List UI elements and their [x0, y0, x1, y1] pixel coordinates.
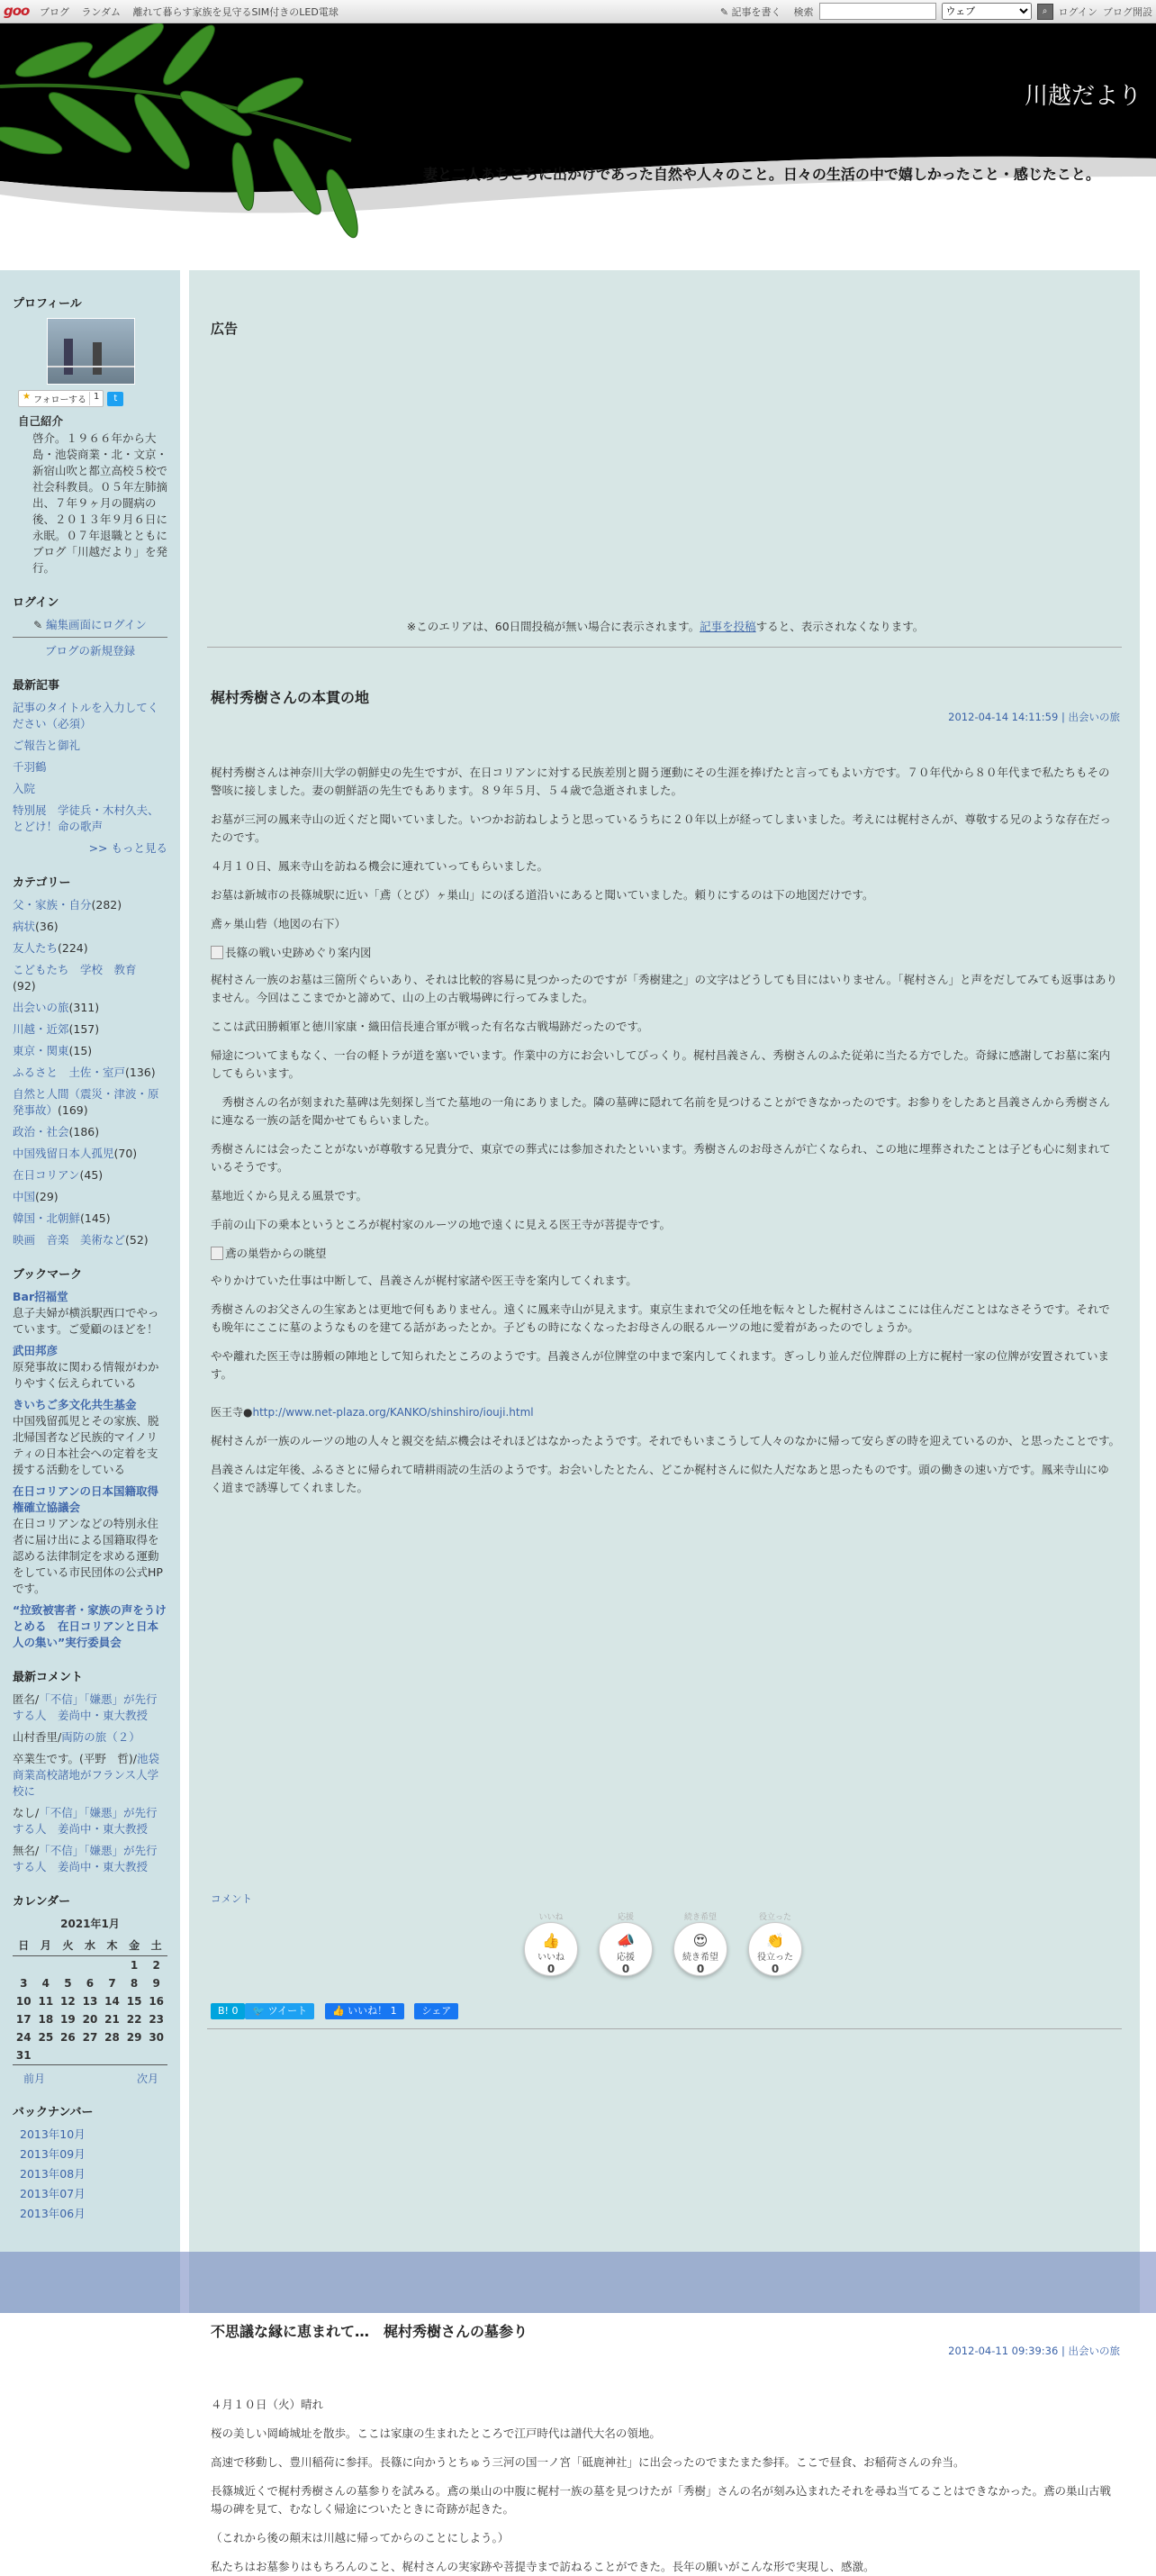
category-link[interactable]: こどもたち 学校 教育: [13, 963, 137, 976]
tweet-button[interactable]: [245, 2003, 314, 2019]
bookmark-desc: 在日コリアンなどの特別永住者に届け出による国籍取得を認める法律制定を求める運動をしている市民団体の公式HPです。: [13, 1517, 163, 1595]
reaction-like-button[interactable]: [524, 1913, 578, 1976]
category-link[interactable]: 病状: [13, 920, 36, 933]
reaction-count: 0: [696, 1963, 705, 1975]
day: 8: [130, 1977, 139, 1990]
follow-count: 1: [89, 392, 99, 405]
day: 14: [104, 1995, 120, 2008]
weekday: 火: [62, 1939, 74, 1952]
category-count: (157): [68, 1022, 100, 1036]
calendar-month: 2021年1月: [60, 1918, 120, 1930]
search-scope-select[interactable]: [942, 3, 1032, 20]
day: 15: [126, 1995, 142, 2008]
day: 6: [86, 1977, 95, 1990]
search-icon: ⌕: [1042, 5, 1048, 16]
post-meta[interactable]: 2012-04-11 09:39:36 | 出会いの旅: [948, 2345, 1120, 2357]
backnumber-link[interactable]: 2013年06月: [20, 2207, 86, 2220]
megaphone-icon: 📣: [617, 1932, 635, 1949]
calendar-table: [13, 1935, 167, 2065]
day: 10: [15, 1995, 32, 2008]
login-link[interactable]: ログイン: [1058, 5, 1097, 18]
category-count: (52): [125, 1233, 149, 1247]
pencil-icon: ✎: [719, 5, 729, 18]
weekday: 水: [84, 1939, 95, 1952]
post-body: [211, 2396, 1120, 2576]
comment-author: 卒業生です。(平野 哲)/: [13, 1752, 137, 1765]
backnumber-link[interactable]: 2013年09月: [20, 2147, 86, 2161]
post-paragraph: 昌義さんは定年後、ふるさとに帰られて晴耕雨読の生活のようです。お会いしたとたん、どこか梶村さんに似た人だなあと思ったものです。頭の働きの速い方です。鳳来寺山にゆく道まで誘導してくれました。: [211, 1463, 1109, 1494]
blog-header: [0, 23, 1156, 276]
day: 30: [149, 2031, 165, 2044]
day: 19: [60, 2013, 76, 2026]
day: 5: [64, 1977, 72, 1990]
sidebar: [0, 270, 180, 2313]
day: [13, 1956, 35, 1975]
pencil-icon: ✎: [33, 619, 43, 631]
facebook-like-button[interactable]: [325, 2003, 404, 2019]
recent-post-link[interactable]: 特別展 学徒兵・木村久夫、とどけ！命の歌声: [13, 803, 159, 833]
day: 3: [20, 1977, 28, 1990]
bookmark-link[interactable]: 在日コリアンの日本国籍取得権確立協議会: [13, 1484, 159, 1514]
post-paragraph: やや離れた医王寺は勝頼の陣地として知られたところのようです。昌義さんが位牌堂の中まで案内してくれます。ぎっしり並んだ位牌群の上方に梶村一家の位牌が安置されています。: [211, 1349, 1110, 1381]
day: 26: [60, 2031, 76, 2044]
day: 12: [60, 1995, 76, 2008]
like-icon: 👍: [331, 2005, 345, 2017]
comment-author: 無名/: [13, 1844, 40, 1857]
day: 24: [15, 2031, 32, 2044]
temple-url-link[interactable]: http://www.net-plaza.org/KANKO/shinshiro/iouji.html: [252, 1406, 534, 1419]
reaction-caption: いいね: [538, 1913, 564, 1922]
image-alt-text: 長篠の戦い史跡めぐり案内図: [225, 946, 372, 959]
toolbar-right: [720, 3, 1152, 20]
new-blog-link[interactable]: ブログの新規登録: [44, 644, 135, 658]
category-count: (311): [68, 1001, 100, 1014]
post-paragraph: 私たちはお墓参りはもちろんのこと、梶村さんの実家跡や菩提寺まで訪ねることができた。長年の願いがこんな形で実現し、感激。: [211, 2560, 875, 2573]
weekday: 月: [40, 1939, 51, 1952]
day: 16: [149, 1995, 165, 2008]
post-paragraph: [211, 1403, 1120, 1421]
category-link[interactable]: 映画 音楽 美術など: [13, 1233, 126, 1247]
ad-title-text: 広告: [211, 321, 239, 337]
ad-note-pre: ※このエリアは、60日間投稿が無い場合に表示されます。: [406, 620, 700, 633]
post-paragraph: 桜の美しい岡崎城址を散歩。ここは家康の生まれたところで江戸時代は譜代大名の領地。: [211, 2426, 661, 2440]
clap-icon: 👏: [766, 1932, 784, 1949]
weekday: 土: [150, 1939, 162, 1952]
bookmark-link[interactable]: 武田邦彦: [13, 1344, 59, 1357]
category-link[interactable]: 友人たち: [13, 941, 59, 955]
reaction-buttons: [524, 1913, 802, 1976]
day: 28: [104, 2031, 120, 2044]
reaction-more-button[interactable]: [673, 1913, 727, 1976]
start-blog-link[interactable]: ブログ開設: [1103, 5, 1152, 18]
day: [57, 1956, 79, 1975]
day: 11: [38, 1995, 54, 2008]
follow-row: [18, 390, 167, 407]
post-paragraph: お墓が三河の鳳来寺山の近くだと聞いていました。いつかお訪ねしようと思っているうちに２０年以上が経ってしまいました。考えには梶村さんが、尊敬する兄のような存在だったのです。: [211, 812, 1112, 844]
follow-label: フォローする: [32, 395, 86, 405]
backnumber-heading: バックナンバー: [13, 2106, 94, 2119]
comment-link[interactable]: [211, 1891, 1120, 1906]
divider: [207, 2028, 1122, 2029]
category-link[interactable]: 川越・近郊: [13, 1022, 69, 1036]
day: 7: [108, 1977, 116, 1990]
post-paragraph: 長篠城近くで梶村秀樹さんの墓参りを試みる。鳶の巣山の中腹に梶村一族の墓を見つけたが「秀樹」さんの名が刻み込まれたそれを尋ね当てることはできなかった。鳶の巣山古戦場の碑を見て、むなしく帰途についたときに奇跡が起きた。: [211, 2484, 1112, 2516]
post-paragraph: 梶村さん一族のお墓は三箇所ぐらいあり、それは比較的容易に見つかったのですが「秀樹建之」の文字はどうしても目にはいりません。「梶村さん」と声をだしてみても返事はありません。今回はここまでかと諦めて、山の上の古戦場碑に行ってみました。: [211, 973, 1118, 1004]
post-body: [211, 764, 1120, 1497]
post-paragraph: 高速で移動し、豊川稲荷に参拝。長篠に向かうとちゅう三河の国一ノ宮「砥鹿神社」に出会ったのでまたまた参拝。ここで昼食、お稲荷さんの弁当。: [211, 2455, 965, 2469]
category-link[interactable]: 在日コリアン: [13, 1168, 80, 1182]
backnumber-link[interactable]: 2013年08月: [20, 2167, 86, 2181]
post-title[interactable]: [211, 2320, 1120, 2341]
comment-author: なし/: [13, 1806, 40, 1819]
profile-heading: プロフィール: [13, 297, 82, 311]
twitter-icon: 🐦: [252, 2005, 266, 2017]
write-post-label: 記事を書く: [731, 5, 781, 18]
more-posts-link[interactable]: >> もっと見る: [88, 841, 167, 855]
profile-photo[interactable]: [47, 318, 135, 385]
bookmark-heading: ブックマーク: [13, 1268, 83, 1282]
calendar-heading: カレンダー: [13, 1895, 71, 1909]
comment-link-text: コメント: [211, 1892, 252, 1905]
tweet-label: ツイート: [267, 2005, 308, 2017]
nav-ad-link[interactable]: 離れて暮らす家族を見守るSIM付きのLED電球: [132, 6, 339, 18]
divider: [207, 647, 1122, 648]
write-post-link[interactable]: [720, 5, 781, 19]
ad-note-post: すると、表示されなくなります。: [755, 620, 925, 633]
toolbar-nav: [40, 5, 348, 19]
bookmark-desc: 中国残留孤児とその家族、脱北帰国者など民族的マイノリティの日本社会への定着を支援する活動をしている: [13, 1414, 159, 1476]
category-link[interactable]: 父・家族・自分: [13, 898, 92, 912]
search-label: 検索: [793, 5, 814, 18]
bookmark-list: [13, 1289, 167, 1651]
post-paragraph: 梶村さんが一族のルーツの地の人々と親交を結ぶ機会はそれほどはなかったようです。それでもいまこうして人々のなかに帰って安らぎの時を迎えているのか、と思ったことです。: [211, 1434, 1121, 1447]
comment-link[interactable]: 「不信」「嫌悪」が先行する人 姜尚中・東大教授: [13, 1844, 158, 1873]
goo-toolbar: [0, 0, 1156, 23]
category-link[interactable]: 中国: [13, 1190, 36, 1203]
category-count: (36): [35, 920, 59, 933]
post-title[interactable]: [211, 686, 1120, 707]
blog-tagline: 妻と二人あちこちに出かけであった自然や人々のこと。日々の生活の中で嬉しかったこと・感じたこと。: [423, 166, 1100, 183]
category-count: (224): [58, 941, 88, 955]
post-paragraph: 秀樹さんのお父さんの生家あとは更地で何もありません。遠くに鳳来寺山が見えます。東京生まれで父の任地を転々とした梶村さんはここには住んだことはなさそうです。それでも晩年にここに墓のようなものを建てる話があったとか。子どもの時になくなったお母さんの眠るルーツの地に愛着があったのでしょうか。: [211, 1302, 1110, 1334]
category-link[interactable]: 出会いの旅: [13, 1001, 69, 1014]
post-paragraph: やりかけていた仕事は中断して、昌義さんが梶村家諸や医王寺を案内してくれます。: [211, 1274, 637, 1287]
reaction-count: 0: [546, 1963, 555, 1975]
category-count: (92): [13, 979, 36, 993]
category-link[interactable]: 東京・関東: [13, 1044, 69, 1057]
image-alt-text: 鳶の巣砦からの眺望: [225, 1247, 327, 1260]
day: [35, 1956, 58, 1975]
ad-title: [211, 319, 1120, 338]
backnumber-list: [20, 2127, 167, 2222]
reaction-label: いいね: [537, 1953, 564, 1963]
day: 20: [82, 2013, 98, 2026]
nav-blog-link[interactable]: ブログ: [40, 6, 69, 18]
category-count: (29): [35, 1190, 59, 1203]
ad-post-link[interactable]: 記事を投稿: [700, 620, 756, 633]
backnumber-link[interactable]: 2013年07月: [20, 2187, 86, 2200]
post-title-text: 梶村秀樹さんの本貫の地: [211, 689, 370, 706]
day: 13: [82, 1995, 98, 2008]
post-image[interactable]: [211, 1245, 1120, 1261]
self-intro-heading: 自己紹介: [18, 414, 64, 428]
admin-login-link[interactable]: 編集画面にログイン: [46, 618, 147, 631]
category-list: [13, 897, 167, 1248]
day: 27: [82, 2031, 98, 2044]
day: 22: [126, 2013, 142, 2026]
day: 18: [38, 2013, 54, 2026]
category-count: (45): [79, 1168, 104, 1182]
post-paragraph: ４月１０日（火）晴れ: [211, 2398, 324, 2411]
category-count: (169): [58, 1103, 88, 1117]
bookmark-desc: 息子夫婦が横浜駅西口でやっています。ご愛顧のほどを！: [13, 1306, 159, 1336]
category-link[interactable]: 韓国・北朝鮮: [13, 1211, 81, 1225]
category-link[interactable]: 中国残留日本人孤児: [13, 1147, 114, 1160]
prev-month-link[interactable]: 前月: [23, 2073, 46, 2085]
reaction-label: 役立った: [757, 1953, 793, 1963]
post-paragraph: 秀樹さんには会ったことがないが尊敬する兄貴分で、東京での葬式には参加されたといいます。秀樹さんのお母さんが亡くなられ、この地に埋葬されたことは子ども心に刻まれているそうです。: [211, 1142, 1111, 1174]
day: 31: [15, 2049, 32, 2062]
post-paragraph: ここは武田勝頼軍と徳川家康・織田信長連合軍が戦った有名な古戦場跡だったのです。: [211, 1020, 649, 1033]
category-count: (186): [68, 1125, 100, 1138]
comment-link[interactable]: 「不信」「嫌悪」が先行する人 姜尚中・東大教授: [13, 1806, 158, 1836]
post-paragraph: ４月１０日、鳳来寺山を訪ねる機会に連れていってもらいました。: [211, 859, 549, 873]
header-artwork: [0, 23, 1156, 276]
category-count: (145): [80, 1211, 111, 1225]
broken-image-icon: [211, 946, 223, 959]
reaction-cheer-button[interactable]: [599, 1913, 653, 1976]
recent-posts-heading: 最新記事: [13, 679, 60, 693]
hatena-bookmark-button[interactable]: B! 0: [211, 2003, 245, 2019]
bookmark-link[interactable]: Bar招福堂: [13, 1290, 68, 1303]
blog-title[interactable]: 川越だより: [1024, 83, 1142, 110]
post-paragraph: （これから後の顛末は川越に帰ってからのことにしよう。）: [211, 2531, 510, 2544]
reaction-caption: 役立った: [758, 1913, 791, 1922]
like-label: いいね！ 1: [348, 2005, 397, 2017]
day: 1: [130, 1959, 139, 1972]
post-paragraph: お墓は新城市の長篠城駅に近い「鳶（とび）ヶ巣山」にのぼる道沿いにあると聞いていました。頼りにするのは下の地図だけです。: [211, 888, 874, 902]
category-count: (136): [125, 1066, 156, 1079]
weekday: 日: [18, 1939, 30, 1952]
day: [79, 1956, 102, 1975]
comment-author: 山村香里/: [13, 1730, 62, 1744]
facebook-share-button[interactable]: シェア: [414, 2003, 458, 2019]
broken-image-icon: [211, 1247, 223, 1260]
comment-author: 匿名/: [13, 1692, 40, 1706]
star-icon: ★: [23, 392, 31, 402]
category-link[interactable]: 自然と人間（震災・津波・原発事故）: [13, 1087, 159, 1117]
reaction-caption: 続き希望: [683, 1913, 717, 1922]
post-paragraph: 秀樹さんの名が刻まれた墓碑は先刻探し当てた墓地の一角にありました。隣の墓碑に隠れて名前を見つけることができなかったのです。お参りをしたあと昌義さんから秀樹さんに連なる一族の話を聞かせてもらいました。: [211, 1095, 1111, 1127]
backnumber-link[interactable]: 2013年10月: [20, 2127, 86, 2141]
post-paragraph: 手前の山下の乗本というところが梶村家のルーツの地で遠くに見える医王寺が菩提寺です。: [211, 1218, 672, 1231]
twitter-icon[interactable]: t: [107, 392, 123, 406]
day: 25: [38, 2031, 54, 2044]
temple-label: 医王寺●: [211, 1406, 253, 1419]
goo-logo[interactable]: goo: [4, 3, 30, 19]
follow-button[interactable]: [18, 390, 104, 407]
post-paragraph: 墓地近くから見える風景です。: [211, 1189, 368, 1202]
category-link[interactable]: 政治・社会: [13, 1125, 69, 1138]
reaction-label: 応援: [617, 1953, 635, 1963]
day: 23: [149, 2013, 165, 2026]
category-count: (282): [91, 898, 122, 912]
post-paragraph: 梶村秀樹さんは神奈川大学の朝鮮史の先生ですが、在日コリアンに対する民族差別と闘う運動にその生涯を捧げたと言ってもよい方です。７０年代から８０年代まで私たちもその警咳に接しました。妻の朝鮮語の先生でもあります。８９年５月、５４歳で急逝されました。: [211, 766, 1110, 797]
post-meta[interactable]: 2012-04-14 14:11:59 | 出会いの旅: [948, 711, 1120, 723]
reaction-label: 続き希望: [682, 1953, 718, 1963]
thumbs-up-icon: 👍: [542, 1932, 560, 1949]
comment-link[interactable]: 両防の旅（２）: [61, 1730, 140, 1744]
login-heading: ログイン: [13, 596, 59, 610]
day: 9: [152, 1977, 160, 1990]
comment-list: [13, 1692, 167, 1875]
recent-post-link[interactable]: 千羽鶴: [13, 760, 47, 774]
reaction-caption: 応援: [617, 1913, 634, 1922]
bottom-overlay: [0, 2252, 1156, 2313]
day: 2: [152, 1959, 160, 1972]
reaction-count: 0: [621, 1963, 630, 1975]
search-button[interactable]: [1037, 4, 1053, 20]
bookmark-link[interactable]: “拉致被害者・家族の声をうけとめる 在日コリアンと日本人の集い”実行委員会: [13, 1603, 167, 1649]
post-title-text: 不思議な縁に恵まれて… 梶村秀樹さんの墓参り: [211, 2323, 528, 2340]
login-row: [13, 617, 167, 638]
nav-random-link[interactable]: ランダム: [81, 6, 122, 18]
reaction-count: 0: [771, 1963, 780, 1975]
category-count: (70): [113, 1147, 138, 1160]
day: 21: [104, 2013, 120, 2026]
recent-post-link[interactable]: ご報告と御礼: [13, 739, 81, 752]
share-buttons: [211, 2003, 1120, 2019]
recent-post-link[interactable]: 記事のタイトルを入力してください（必須）: [13, 701, 159, 730]
ad-note: [211, 618, 1120, 634]
weekday: 金: [129, 1939, 140, 1952]
bookmark-desc: 原発事故に関わる情報がわかりやすく伝えられている: [13, 1360, 159, 1390]
reaction-helpful-button[interactable]: [748, 1913, 802, 1976]
next-month-link[interactable]: 次月: [136, 2073, 158, 2085]
search-input[interactable]: [819, 3, 936, 20]
post-paragraph: 帰途についてまもなく、一台の軽トラが道を塞いでいます。作業中の方にお会いしてびっくり。梶村昌義さん、秀樹さんのふた従弟に当たる方でした。奇縁に感謝してお墓に案内してもらいます。: [211, 1048, 1111, 1080]
comment-link[interactable]: 池袋商業高校諸地がフランス人学校に: [13, 1752, 159, 1798]
day: 29: [126, 2031, 142, 2044]
weekday: 木: [106, 1939, 118, 1952]
post-image[interactable]: [211, 944, 1120, 960]
comment-link[interactable]: 「不信」「嫌悪」が先行する人 姜尚中・東大教授: [13, 1692, 158, 1722]
day: [101, 1956, 123, 1975]
day: 17: [15, 2013, 32, 2026]
recent-comments-heading: 最新コメント: [13, 1671, 84, 1684]
post-paragraph: 鳶ヶ巣山砦（地図の右下）: [211, 917, 347, 930]
bookmark-link[interactable]: きいちご多文化共生基金: [13, 1398, 137, 1411]
self-intro-text: 啓介。１９６６年から大島・池袋商業・北・文京・新宿山吹と都立高校５校で社会科教員。０５年左肺摘出、７年９ヶ月の闘病の後、２０１３年９月６日に永眠。０７年退職とともにブログ「川越だより」を発行。: [32, 431, 168, 575]
recent-post-link[interactable]: 入院: [13, 782, 36, 795]
category-count: (15): [68, 1044, 93, 1057]
main-content: [189, 270, 1140, 2573]
category-link[interactable]: ふるさと 土佐・室戸: [13, 1066, 126, 1079]
day: 4: [41, 1977, 50, 1990]
category-heading: カテゴリー: [13, 876, 71, 890]
heart-eyes-icon: 😍: [692, 1932, 709, 1949]
